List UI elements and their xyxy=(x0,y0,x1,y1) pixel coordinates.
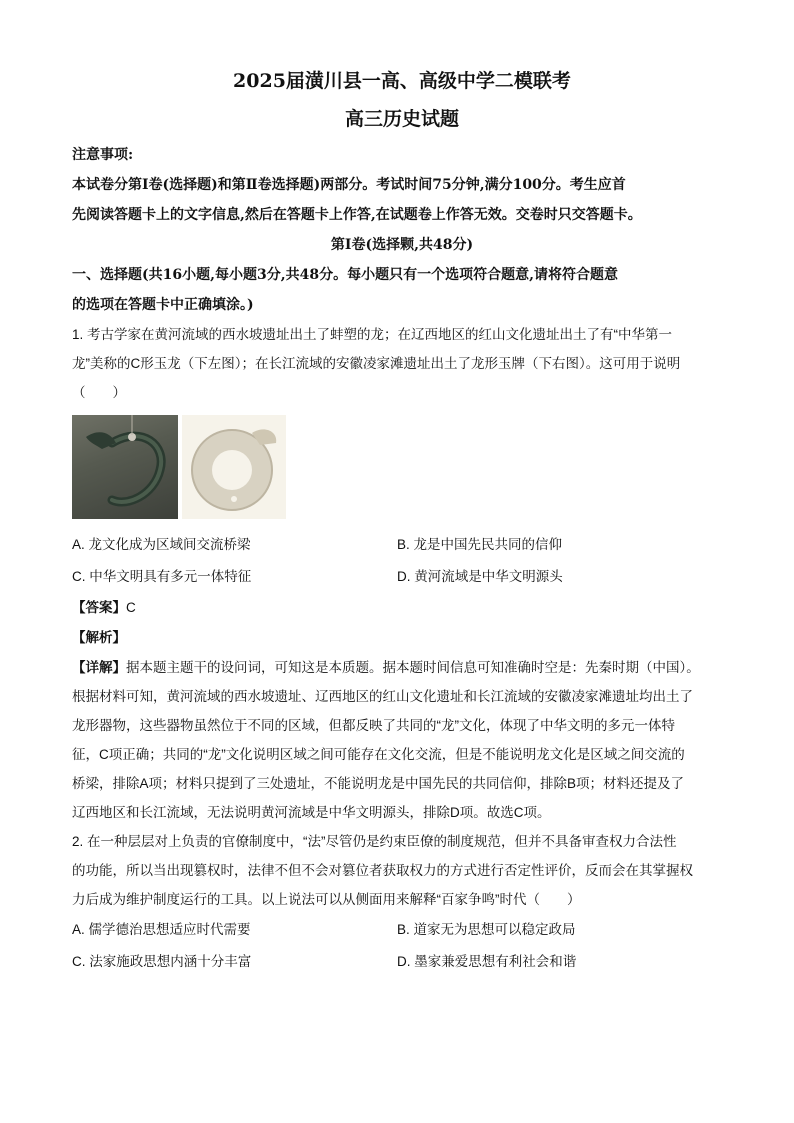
q2-options xyxy=(72,914,732,978)
q1-option-a: A. 龙文化成为区域间交流桥梁 xyxy=(72,537,251,552)
q2-stem-line-2: 的功能，所以当出现篡权时，法律不但不会对篡位者获取权力的方式进行否定性评价，反而会在其掌握权 xyxy=(72,863,693,878)
section-instruction-1: 一、选择题(共16小题,每小题3分,共48分。每小题只有一个选项符合题意,请将符合题意 xyxy=(72,267,618,283)
q1-option-d: D. 黄河流域是中华文明源头 xyxy=(397,569,563,584)
q1-answer xyxy=(72,593,732,623)
q1-detail-line-3: 龙形器物，这些器物虽然位于不同的区域，但都反映了共同的“龙”文化，体现了中华文明的多元一体特 xyxy=(72,718,675,733)
q2-option-d: D. 墨家兼爱思想有利社会和谐 xyxy=(397,954,577,969)
exam-page xyxy=(72,68,732,978)
q1-detail-line-6: 辽西地区和长江流域，无法说明黄河流域是中华文明源头，排除D项。故选C项。 xyxy=(72,805,551,820)
q1-detail-line-2: 根据材料可知，黄河流域的西水坡遗址、辽西地区的红山文化遗址和长江流域的安徽凌家滩遗址均出土了 xyxy=(72,689,693,704)
answer-value: C xyxy=(126,600,136,615)
c-shaped-jade-dragon-image xyxy=(72,415,178,519)
q1-detail-line-1: 【详解】据本题主题干的设问词，可知这是本质题。据本题时间信息可知准确时空是：先秦时期（中国）。 xyxy=(72,660,700,675)
answer-label: 【答案】 xyxy=(72,600,126,616)
exam-subtitle: 高三历史试题 xyxy=(344,108,459,130)
q2-stem-line-1: 2. 在一种层层对上负责的官僚制度中，“法”尽管仍是约束臣僚的制度规范，但并不具备审查权力合法性 xyxy=(72,834,677,849)
q1-stem-line-3: （ ） xyxy=(72,385,126,400)
detail-label: 【详解】 xyxy=(72,660,126,675)
q1-stem-line-2: 龙”美称的C形玉龙（下左图）；在长江流域的安徽凌家滩遗址出土了龙形玉牌（下右图）。这可用于说明 xyxy=(72,356,681,371)
q2-option-b: B. 道家无为思想可以稳定政局 xyxy=(397,922,576,937)
q1-images xyxy=(72,415,732,519)
q1-options xyxy=(72,529,732,593)
notice-line-2: 先阅读答题卡上的文字信息,然后在答题卡上作答,在试题卷上作答无效。交卷时只交答题卡。 xyxy=(72,207,642,223)
q1-stem-line-1: 1. 考古学家在黄河流域的西水坡遗址出土了蚌塑的龙；在辽西地区的红山文化遗址出土了有“中华第一 xyxy=(72,327,673,342)
section-instruction-2: 的选项在答题卡中正确填涂。) xyxy=(72,297,254,313)
q2-stem-line-3: 力后成为维护制度运行的工具。以上说法可以从侧面用来解释“百家争鸣”时代（ ） xyxy=(72,892,581,907)
section-title: 第Ⅰ卷(选择颗,共48分) xyxy=(330,237,474,253)
dragon-jade-plaque-image xyxy=(182,415,286,519)
q1-option-b: B. 龙是中国先民共同的信仰 xyxy=(397,537,563,552)
q1-detail-line-4: 征，C项正确；共同的“龙”文化说明区域之间可能存在文化交流，但是不能说明龙文化是区域之间交流的 xyxy=(72,747,685,762)
q2-option-c: C. 法家施政思想内涵十分丰富 xyxy=(72,954,252,969)
notice-line-1: 本试卷分第Ⅰ卷(选择题)和第Ⅱ卷选择题)两部分。考试时间75分钟,满分100分。考生应首 xyxy=(72,177,626,193)
q1-analysis-label: 【解析】 xyxy=(72,630,126,646)
q2-option-a: A. 儒学德治思想适应时代需要 xyxy=(72,922,251,937)
q1-option-c: C. 中华文明具有多元一体特征 xyxy=(72,569,252,584)
exam-title: 2025届潢川县一高、高级中学二模联考 xyxy=(233,70,571,92)
notice-heading: 注意事项: xyxy=(72,147,134,163)
q1-detail-line-5: 桥梁，排除A项；材料只提到了三处遗址，不能说明龙是中国先民的共同信仰，排除B项；材料还提及了 xyxy=(72,776,685,791)
